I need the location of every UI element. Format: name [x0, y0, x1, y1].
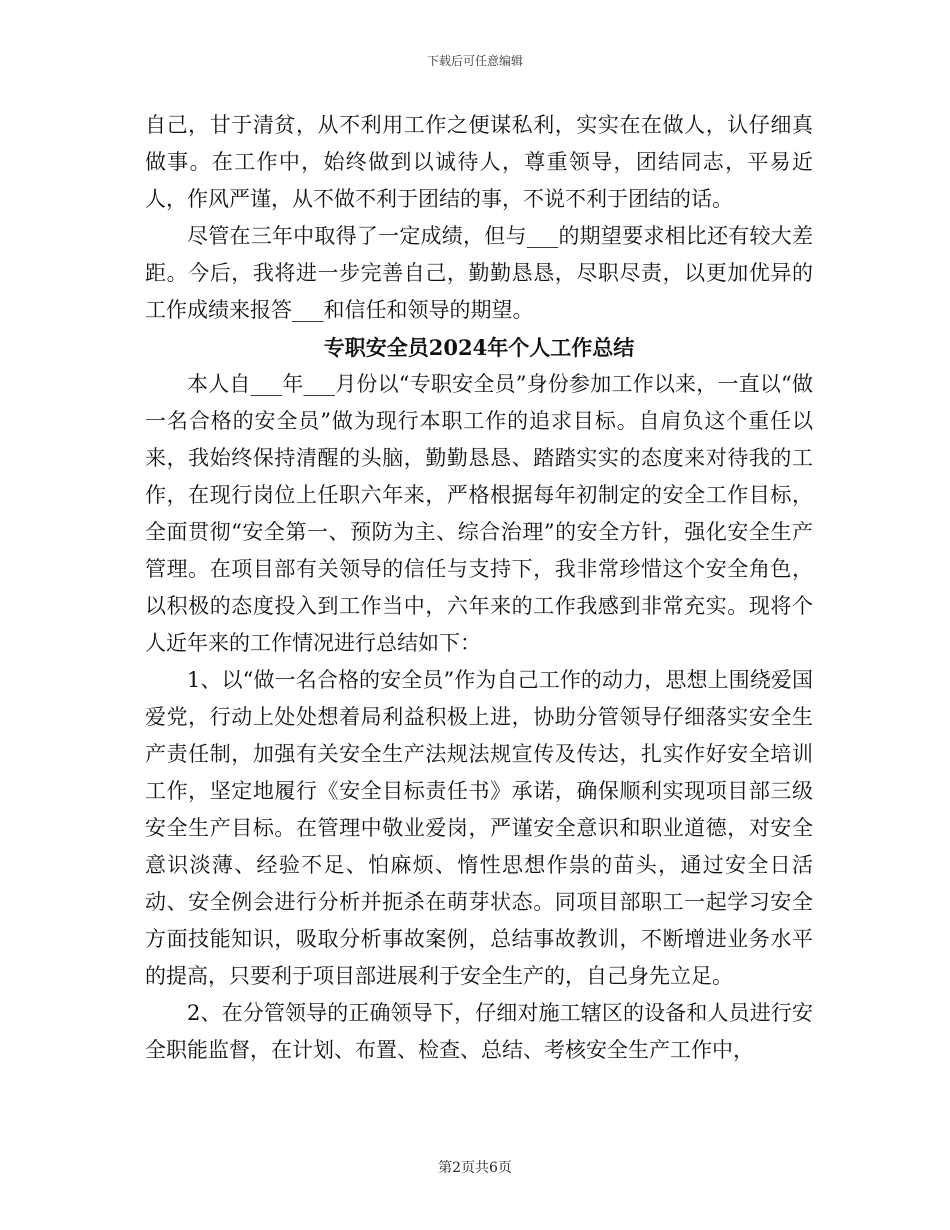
section-title: 专职安全员2024年个人工作总结	[323, 335, 635, 360]
page-header-note: 下载后可任意编辑	[426, 54, 523, 68]
paragraph: 尽管在三年中取得了一定成绩，但与___的期望要求相比还有较大差距。今后，我将进一步完善自己，勤勤恳恳，尽职尽责，以更加优异的工作成绩来报答___和信任和领导的期望。	[145, 224, 813, 322]
paragraph: 1、以“做一名合格的安全员”作为自己工作的动力，思想上围绕爱国爱党，行动上处处想着局利益积极上进，协助分管领导仔细落实安全生产责任制，加强有关安全生产法规法规宣传及传达，扎实作好安全培训工作，坚定地履行《安全目标责任书》承诺，确保顺利实现项目部三级安全生产目标。在管理中敬业爱岗，严谨安全意识和职业道德，对安全意识淡薄、经验不足、怕麻烦、惰性思想作祟的苗头，通过安全日活动、安全例会进行分析并扼杀在萌芽状态。同项目部职工一起学习安全方面技能知识，吸取分析事故案例，总结事故教训，不断增进业务水平的提高，只要利于项目部进展利于安全生产的，自己身先立足。	[145, 668, 813, 988]
paragraph-continued: 自己，甘于清贫，从不利用工作之便谋私利，实实在在做人，认仔细真做事。在工作中，始终做到以诚待人，尊重领导，团结同志，平易近人，作风严谨，从不做不利于团结的事，不说不利于团结的话。	[145, 113, 813, 211]
paragraph: 本人自___年___月份以“专职安全员”身份参加工作以来，一直以“做一名合格的安全员”做为现行本职工作的追求目标。自肩负这个重任以来，我始终保持清醒的头脑，勤勤恳恳、踏踏实实的态度来对待我的工作，在现行岗位上任职六年来，严格根据每年初制定的安全工作目标，全面贯彻“安全第一、预防为主、综合治理”的安全方针，强化安全生产管理。在项目部有关领导的信任与支持下，我非常珍惜这个安全角色，以积极的态度投入到工作当中，六年来的工作我感到非常充实。现将个人近年来的工作情况进行总结如下：	[145, 372, 813, 655]
page-number: 第2页共6页	[438, 1160, 512, 1176]
document-body	[145, 107, 813, 1069]
paragraph: 2、在分管领导的正确领导下，仔细对施工辖区的设备和人员进行安全职能监督，在计划、布置、检查、总结、考核安全生产工作中，	[145, 1001, 813, 1062]
